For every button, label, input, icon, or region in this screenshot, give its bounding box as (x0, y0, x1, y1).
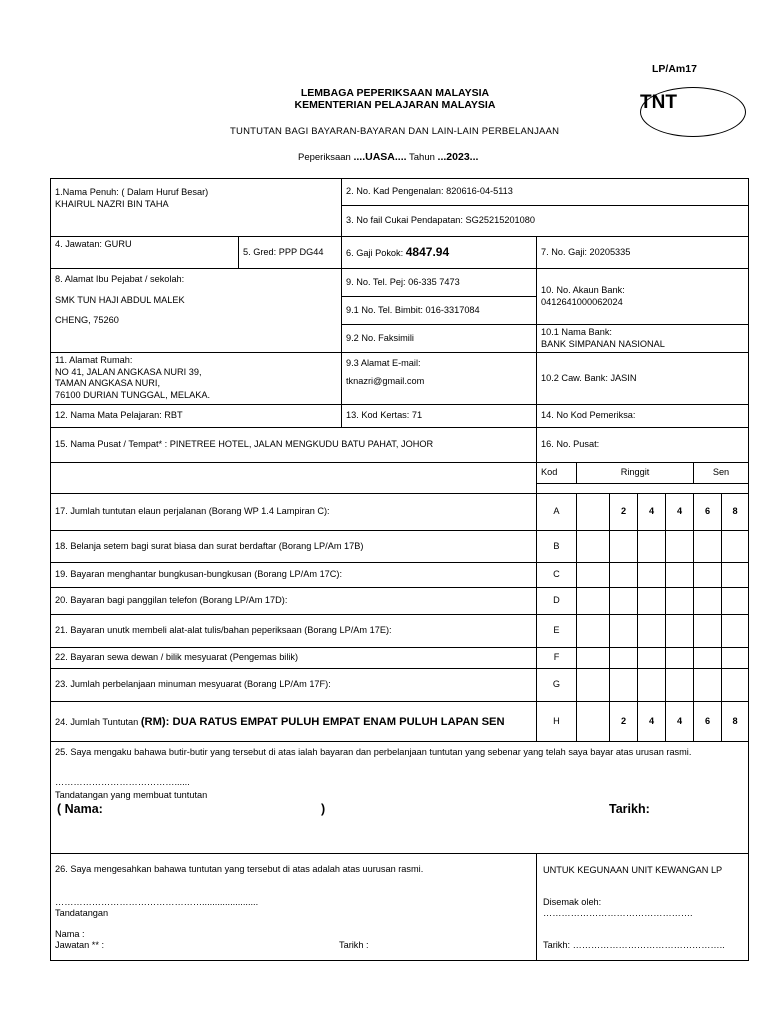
year-value: ...2023... (437, 151, 479, 163)
declaration-text: 25. Saya mengaku bahawa butir-butir yang tersebut di atas ialah bayaran dan perbelanjaan tuntutan yang sebenar yang telah saya bayar atas urusan rasmi. (55, 747, 692, 757)
office-phone: 9. No. Tel. Pej: 06-335 7473 (342, 269, 537, 297)
claim-code: D (537, 588, 577, 615)
institution-name: LEMBAGA PEPERIKSAAN MALAYSIA (300, 87, 490, 99)
basic-salary (342, 237, 537, 269)
claim-form-table (50, 178, 749, 961)
bank-name-label: 10.1 Nama Bank: (541, 327, 612, 337)
home-address-line3: 76100 DURIAN TUNGGAL, MELAKA. (55, 389, 211, 400)
declaration-signature-label: Tandatangan yang membuat tuntutan (55, 790, 208, 800)
bank-account-cell (537, 269, 749, 325)
claim-digit (694, 563, 722, 588)
home-address-line1: NO 41, JALAN ANGKASA NURI 39, (55, 366, 202, 377)
declaration-signature-line: …………………………………...... (55, 776, 190, 787)
centre-number: 16. No. Pusat: (537, 428, 749, 463)
claim-digit (577, 615, 610, 648)
claim-row (51, 588, 749, 615)
declaration-cell (51, 742, 749, 854)
finance-unit-title: UNTUK KEGUNAAN UNIT KEWANGAN LP (543, 865, 723, 875)
claim-digit (610, 563, 638, 588)
full-name-value: KHAIRUL NAZRI BIN TAHA (55, 198, 169, 209)
claim-digit (666, 648, 694, 669)
claim-digit (722, 615, 749, 648)
claimant-name-open: ( Nama: (57, 801, 103, 816)
claim-digit (722, 648, 749, 669)
exam-line (298, 151, 478, 163)
office-address-line1: SMK TUN HAJI ABDUL MALEK (55, 294, 185, 305)
claim-digit (694, 615, 722, 648)
ministry-name: KEMENTERIAN PELAJARAN MALAYSIA (294, 99, 496, 111)
total-label: 24. Jumlah Tuntutan (55, 716, 141, 727)
claim-digit (638, 531, 666, 563)
claim-digit (722, 669, 749, 702)
claim-digit (610, 588, 638, 615)
claim-digit (610, 648, 638, 669)
claims-header-blank (51, 463, 537, 494)
full-name-label: 1.Nama Penuh: ( Dalam Huruf Besar) (55, 187, 209, 197)
grade: 5. Gred: PPP DG44 (239, 237, 342, 269)
email-label: 9.3 Alamat E-mail: (346, 358, 421, 368)
basic-salary-value: 4847.94 (405, 245, 450, 259)
home-address-line2: TAMAN ANGKASA NURI, (55, 378, 160, 388)
claim-code: B (537, 531, 577, 563)
claim-label: 23. Jumlah perbelanjaan minuman mesyuarat (Borang LP/Am 17F): (51, 669, 537, 702)
stamp-text: TNT (640, 92, 677, 113)
form-number: LP/Am17 (652, 63, 697, 75)
claims-header-spacer (537, 484, 749, 494)
office-address-label: 8. Alamat Ibu Pejabat / sekolah: (55, 274, 185, 284)
total-code: H (537, 702, 577, 742)
certifier-post-label: Jawatan ** : (55, 940, 105, 950)
claim-label: 21. Bayaran unutk membeli alat-alat tulis/bahan peperiksaan (Borang LP/Am 17E): (51, 615, 537, 648)
claim-digit (722, 563, 749, 588)
claim-digit (577, 563, 610, 588)
claim-digit (638, 588, 666, 615)
total-row (51, 702, 749, 742)
email-value: tknazri@gmail.com (346, 375, 425, 386)
ic-number: 2. No. Kad Pengenalan: 820616-04-5113 (342, 179, 749, 206)
claim-digit: 8 (722, 494, 749, 531)
certification-text: 26. Saya mengesahkan bahawa tuntutan yang tersebut di atas adalah atas uurusan rasmi. (55, 864, 424, 874)
home-address-cell (51, 353, 342, 405)
claim-code: G (537, 669, 577, 702)
total-digit: 4 (666, 702, 694, 742)
bank-name-value: BANK SIMPANAN NASIONAL (541, 338, 665, 349)
claim-digit: 2 (610, 494, 638, 531)
claim-digit (610, 669, 638, 702)
claim-digit (666, 615, 694, 648)
claim-digit (610, 531, 638, 563)
position: 4. Jawatan: GURU (51, 237, 239, 269)
claim-digit (666, 531, 694, 563)
certification-date-label: Tarikh : (339, 940, 369, 950)
total-claim (51, 702, 537, 742)
year-label: Tahun (406, 152, 438, 163)
claim-row (51, 615, 749, 648)
claim-digit (666, 669, 694, 702)
form-subtitle: TUNTUTAN BAGI BAYARAN-BAYARAN DAN LAIN-LAIN PERBELANJAAN (230, 126, 560, 137)
claim-digit (638, 615, 666, 648)
claim-digit (638, 563, 666, 588)
claim-digit: 4 (666, 494, 694, 531)
exam-value: ....UASA.... (353, 151, 407, 163)
certifier-name-label: Nama : (55, 928, 85, 939)
salary-number: 7. No. Gaji: 20205335 (537, 237, 749, 269)
paper-code: 13. Kod Kertas: 71 (342, 405, 537, 428)
claims-body (51, 494, 749, 702)
certification-signature-label: Tandatangan (55, 908, 109, 918)
fax-number: 9.2 No. Faksimili (342, 325, 537, 353)
total-digit: 2 (610, 702, 638, 742)
certification-cell (51, 854, 537, 961)
claim-code: F (537, 648, 577, 669)
office-address-line2: CHENG, 75260 (55, 315, 119, 325)
basic-salary-label: 6. Gaji Pokok: (346, 248, 406, 258)
claim-code: A (537, 494, 577, 531)
bank-name-cell (537, 325, 749, 353)
email-cell (342, 353, 537, 405)
claim-digit (638, 669, 666, 702)
claim-digit (638, 648, 666, 669)
claim-digit (694, 669, 722, 702)
exam-label: Peperiksaan (298, 152, 354, 163)
total-digit: 4 (638, 702, 666, 742)
home-address-label: 11. Alamat Rumah: (55, 355, 133, 365)
total-digit (577, 702, 610, 742)
claimant-name-close: ) (321, 801, 326, 816)
claim-digit (694, 648, 722, 669)
finance-date: Tarikh: ………………………………………….. (543, 939, 725, 950)
full-name-cell (51, 179, 342, 237)
bank-account-value: 0412641000062024 (541, 296, 623, 307)
claim-digit: 6 (694, 494, 722, 531)
mobile-phone: 9.1 No. Tel. Bimbit: 016-3317084 (342, 297, 537, 325)
claim-label: 18. Belanja setem bagi surat biasa dan surat berdaftar (Borang LP/Am 17B) (51, 531, 537, 563)
claim-label: 20. Bayaran bagi panggilan telefon (Borang LP/Am 17D): (51, 588, 537, 615)
claim-digit (722, 588, 749, 615)
declaration-date-label: Tarikh: (609, 801, 650, 816)
total-in-words: (RM): DUA RATUS EMPAT PULUH EMPAT ENAM PULUH LAPAN SEN (140, 715, 505, 728)
claim-label: 22. Bayaran sewa dewan / bilik mesyuarat (Pengemas bilik) (51, 648, 537, 669)
subject-name: 12. Nama Mata Pelajaran: RBT (51, 405, 342, 428)
total-digit: 6 (694, 702, 722, 742)
bank-branch: 10.2 Caw. Bank: JASIN (537, 353, 749, 405)
claim-code: C (537, 563, 577, 588)
ringgit-header: Ringgit (577, 463, 694, 484)
examiner-code: 14. No Kod Pemeriksa: (537, 405, 749, 428)
claim-row (51, 531, 749, 563)
claim-digit: 4 (638, 494, 666, 531)
claim-row (51, 494, 749, 531)
claim-digit (577, 494, 610, 531)
claim-digit (577, 648, 610, 669)
finance-unit-cell (537, 854, 749, 961)
code-header: Kod (537, 463, 577, 484)
centre-name: 15. Nama Pusat / Tempat* : PINETREE HOTEL, JALAN MENGKUDU BATU PAHAT, JOHOR (51, 428, 537, 463)
claim-row (51, 669, 749, 702)
claim-label: 19. Bayaran menghantar bungkusan-bungkusan (Borang LP/Am 17C): (51, 563, 537, 588)
claim-row (51, 648, 749, 669)
bank-account-label: 10. No. Akaun Bank: (541, 285, 625, 295)
claim-digit (666, 563, 694, 588)
claim-digit (577, 588, 610, 615)
office-address-cell (51, 269, 342, 353)
claim-digit (577, 669, 610, 702)
claim-digit (694, 531, 722, 563)
total-digit: 8 (722, 702, 749, 742)
claim-label: 17. Jumlah tuntutan elaun perjalanan (Borang WP 1.4 Lampiran C): (51, 494, 537, 531)
claim-code: E (537, 615, 577, 648)
finance-checked-by: Disemak oleh: …………………………………………. (543, 896, 693, 918)
certification-signature-line: …………………………………………...................... (55, 896, 259, 907)
claim-digit (694, 588, 722, 615)
claim-digit (722, 531, 749, 563)
claim-digit (610, 615, 638, 648)
claim-row (51, 563, 749, 588)
sen-header: Sen (694, 463, 749, 484)
claim-digit (577, 531, 610, 563)
claim-digit (666, 588, 694, 615)
tax-file-number: 3. No fail Cukai Pendapatan: SG25215201080 (342, 206, 749, 237)
